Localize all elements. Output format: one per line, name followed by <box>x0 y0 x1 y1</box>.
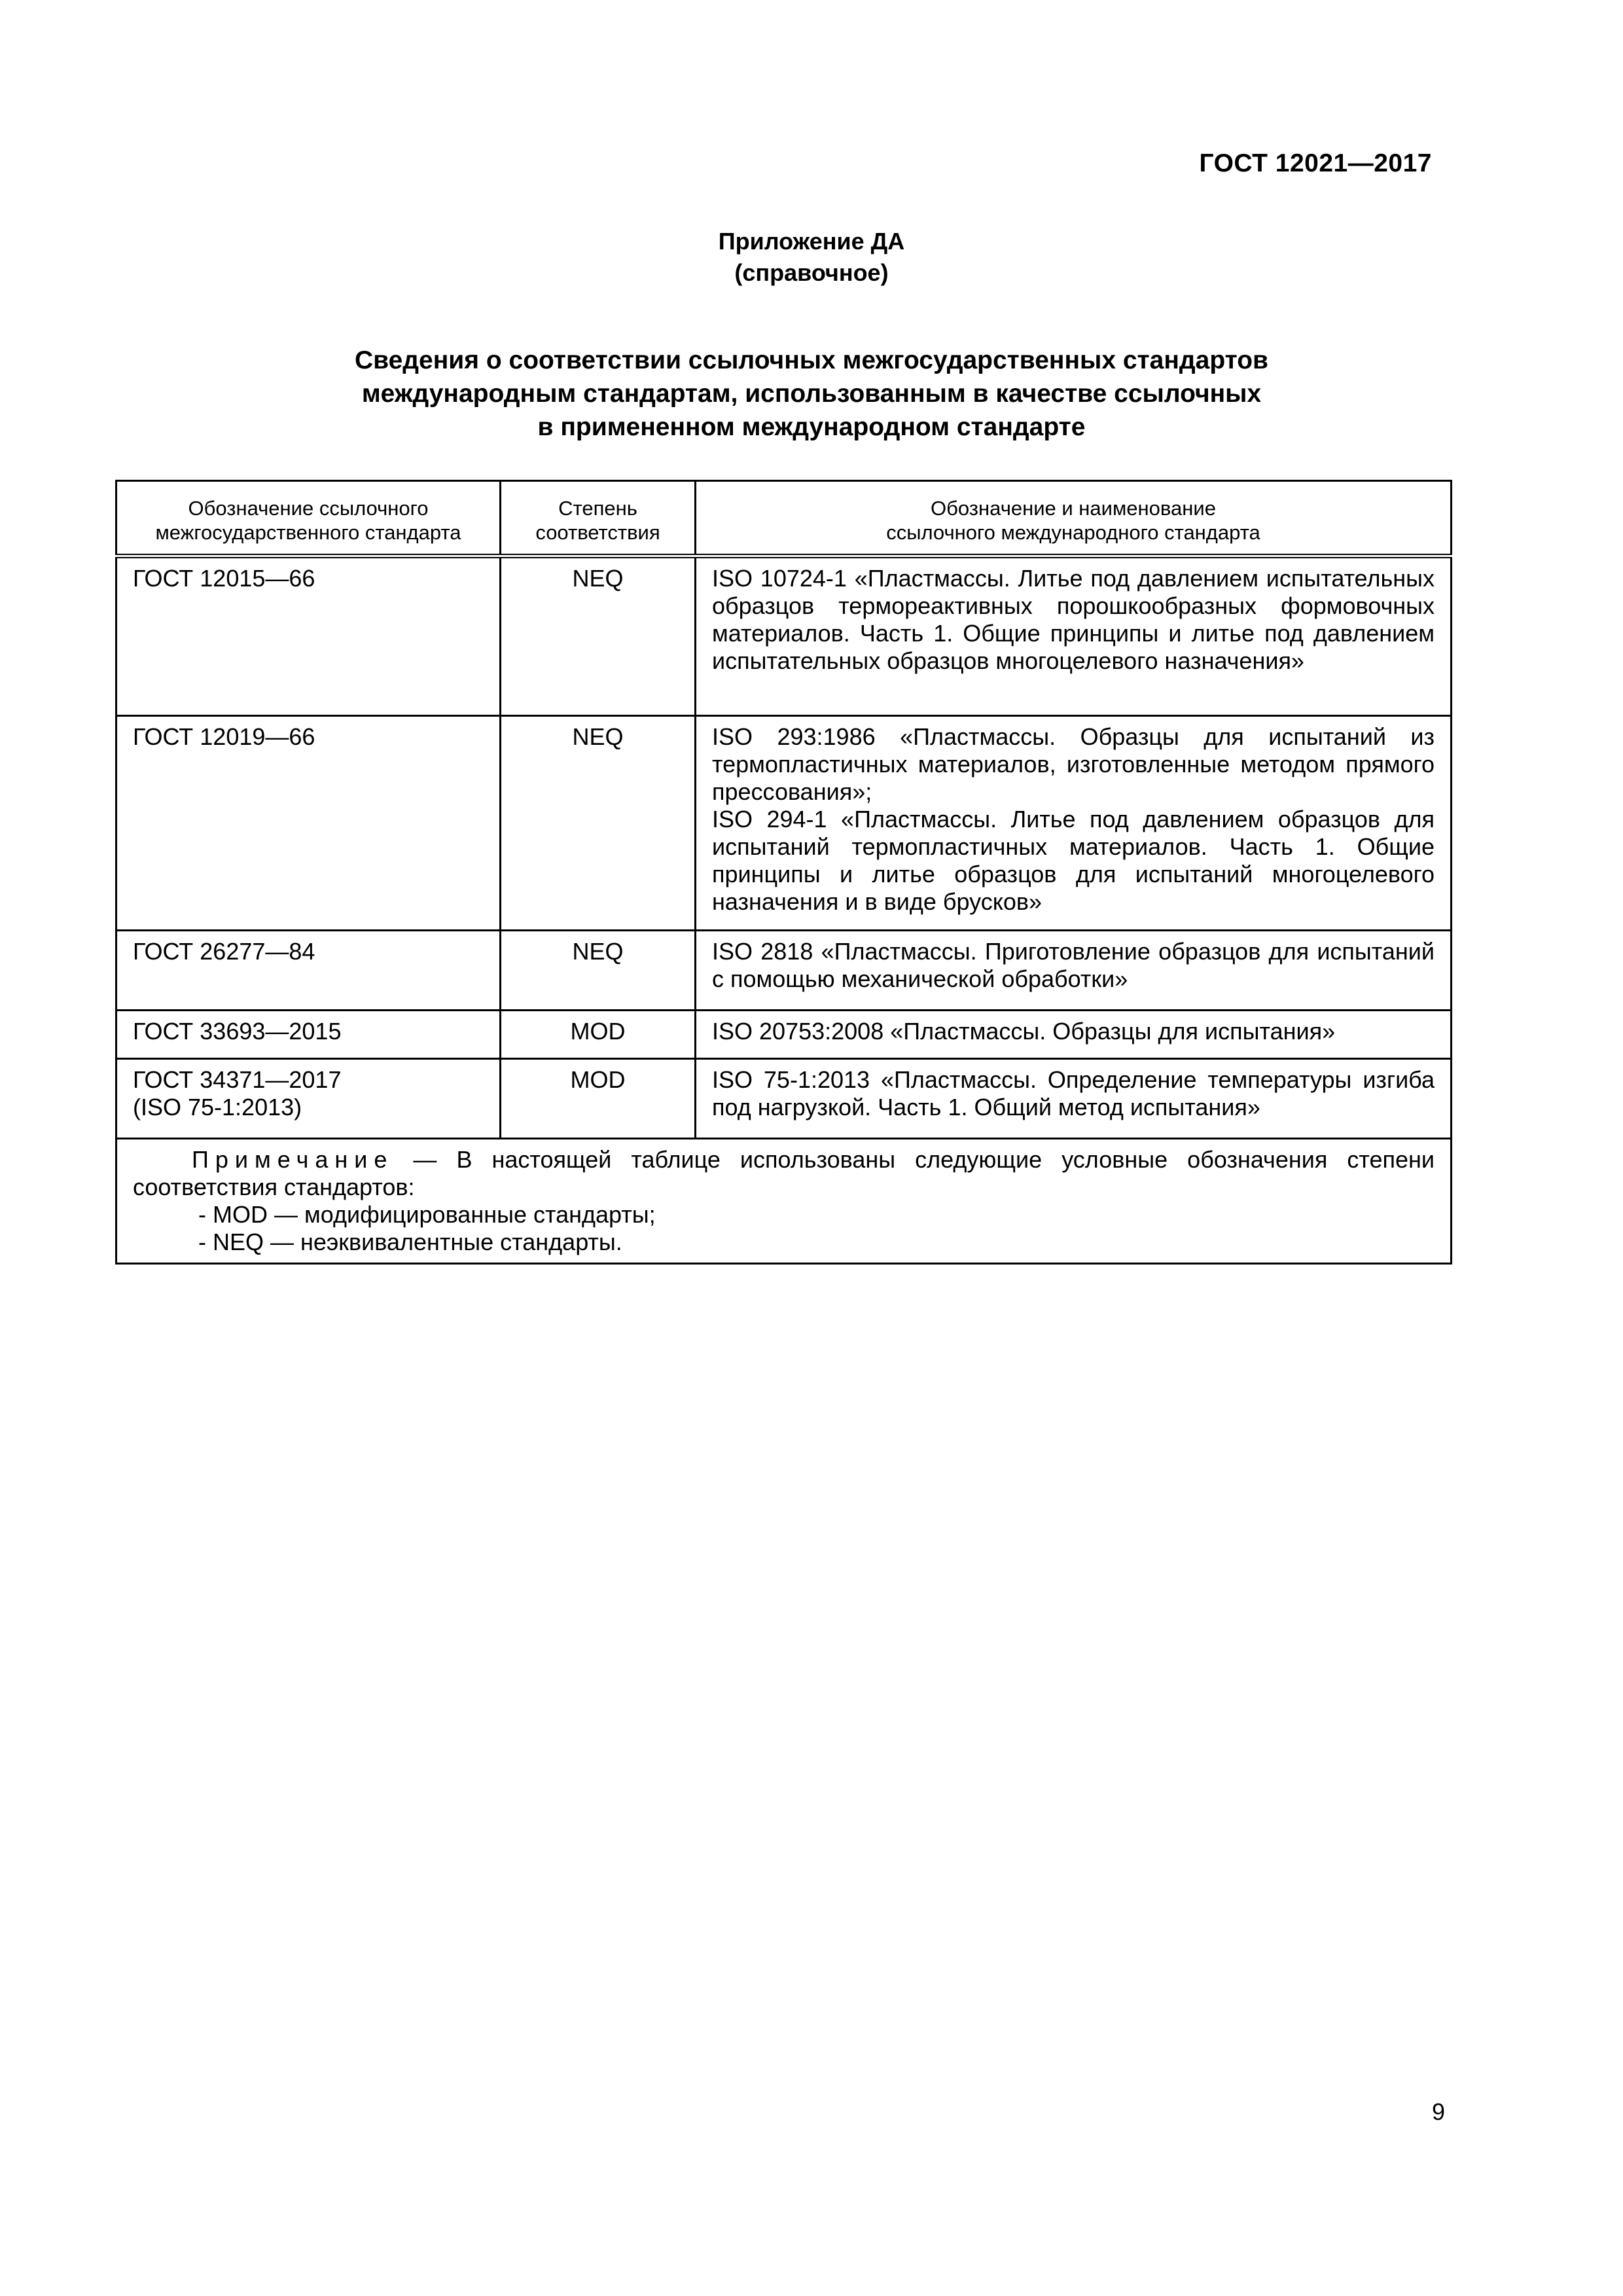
document-code: ГОСТ 12021—2017 <box>1199 149 1432 177</box>
table-header-row <box>116 481 1452 556</box>
cell-degree: MOD <box>501 1011 696 1059</box>
cell-gost: ГОСТ 34371—2017 (ISO 75-1:2013) <box>116 1059 501 1139</box>
cell-intl: ISO 75-1:2013 «Пластмассы. Определение температуры изгиба под нагрузкой. Часть 1. Общий метод испытания» <box>696 1059 1452 1139</box>
table-row <box>116 716 1452 931</box>
appendix-heading <box>0 226 1623 289</box>
cell-gost: ГОСТ 26277—84 <box>116 931 501 1011</box>
cell-degree: NEQ <box>501 556 696 716</box>
cell-intl: ISO 20753:2008 «Пластмассы. Образцы для испытания» <box>696 1011 1452 1059</box>
note-text: — В настоящей таблице использованы следующие условные обозначения степени соответствия стандартов: <box>133 1146 1435 1200</box>
title-line: в примененном международном стандарте <box>537 413 1086 441</box>
cell-degree: MOD <box>501 1059 696 1139</box>
table-row <box>116 1011 1452 1059</box>
title-line: Сведения о соответствии ссылочных межгосударственных стандартов <box>354 346 1269 374</box>
title-line: международным стандартам, использованным в качестве ссылочных <box>361 380 1262 408</box>
cell-intl: ISO 10724-1 «Пластмассы. Литье под давлением испытательных образцов термореактивных порошкообразных формовочных материалов. Часть 1. Общие принципы и литье под давлением испытательных образцов многоцелевого назначения» <box>696 556 1452 716</box>
page-title <box>0 344 1623 444</box>
appendix-subtitle: (справочное) <box>734 259 889 286</box>
column-header-gost: Обозначение ссылочного межгосударственного стандарта <box>116 481 501 556</box>
cell-degree: NEQ <box>501 716 696 931</box>
cell-gost: ГОСТ 12019—66 <box>116 716 501 931</box>
cell-gost: ГОСТ 33693—2015 <box>116 1011 501 1059</box>
table-note <box>116 1139 1452 1264</box>
page-number: 9 <box>1431 2098 1445 2125</box>
table-note-row <box>116 1139 1452 1264</box>
note-item: - MOD — модифицированные стандарты; <box>198 1201 656 1228</box>
column-header-degree: Степень соответствия <box>501 481 696 556</box>
cell-degree: NEQ <box>501 931 696 1011</box>
note-label: Примечание <box>192 1146 394 1173</box>
cell-intl: ISO 293:1986 «Пластмассы. Образцы для испытаний из термопластичных материалов, изготовленные методом прямого прессования»; ISO 294-1 «Пластмассы. Литье под давлением образцов для испытаний термопластичных материалов. Часть 1. Общие принципы и литье образцов для испытаний многоцелевого назначения и в виде брусков» <box>696 716 1452 931</box>
cell-gost: ГОСТ 12015—66 <box>116 556 501 716</box>
cell-intl: ISO 2818 «Пластмассы. Приготовление образцов для испытаний с помощью механической обработки» <box>696 931 1452 1011</box>
note-item: - NEQ — неэквивалентные стандарты. <box>198 1229 622 1255</box>
table-row <box>116 1059 1452 1139</box>
appendix-title: Приложение ДА <box>718 228 905 255</box>
table-row <box>116 931 1452 1011</box>
standards-table <box>115 480 1452 1265</box>
table-row <box>116 556 1452 716</box>
column-header-intl: Обозначение и наименование ссылочного международного стандарта <box>696 481 1452 556</box>
